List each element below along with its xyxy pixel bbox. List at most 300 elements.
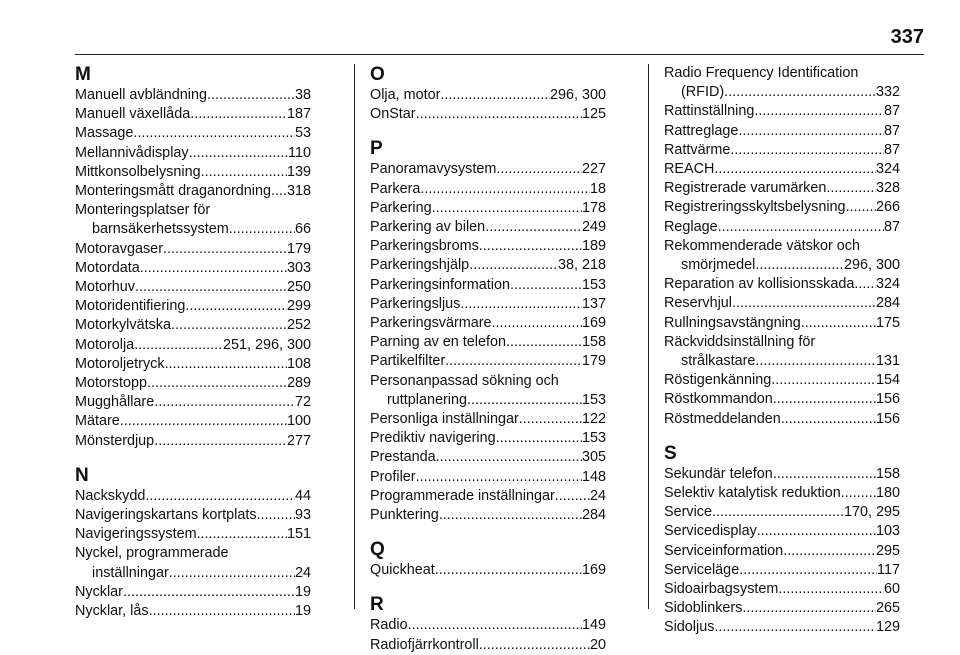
entry-text: Motorolja — [75, 336, 135, 353]
index-entry — [75, 583, 311, 602]
entry-text: Manuell växellåda — [75, 106, 191, 123]
dot-leader — [485, 218, 582, 237]
entry-pages: 158 — [581, 334, 606, 351]
entry-row — [664, 160, 900, 179]
entry-text: Motoridentifiering — [75, 298, 186, 315]
entry-pages: 19 — [294, 603, 311, 620]
entry-text: Röstkommandon — [664, 391, 773, 408]
index-entry — [664, 542, 900, 561]
entry-pages: 324 — [875, 161, 900, 178]
dot-leader — [145, 487, 295, 506]
dot-leader — [718, 218, 884, 237]
column-divider — [648, 64, 649, 609]
entry-text: Reglage — [664, 218, 718, 235]
entry-pages: 266 — [875, 199, 900, 216]
dot-leader — [439, 506, 582, 525]
entry-pages: 318 — [286, 183, 311, 200]
entry-text: Mellannivådisplay — [75, 144, 189, 161]
entry-row — [370, 506, 606, 525]
entry-text: Manuell avbländning — [75, 87, 208, 103]
section-letter: N — [75, 464, 89, 486]
entry-text: inställningar — [92, 564, 169, 581]
dot-leader — [229, 220, 295, 239]
dot-leader — [171, 316, 287, 335]
entry-pages: 180 — [875, 485, 900, 502]
entry-text: Navigeringskartans kortplats — [75, 507, 257, 524]
entry-row — [664, 256, 900, 275]
entry-heading: Monteringsplatser för — [75, 202, 211, 219]
index-entry — [664, 503, 900, 522]
section-gap — [370, 525, 606, 539]
index-entry — [664, 275, 900, 294]
entry-pages: 296, 300 — [843, 257, 900, 274]
dot-leader — [783, 542, 876, 561]
index-entry — [370, 616, 606, 635]
dot-leader — [730, 141, 884, 160]
entry-text: Parkeringsvärmare — [370, 315, 492, 332]
index-entry — [664, 599, 900, 618]
dot-leader — [771, 371, 876, 390]
dot-leader — [432, 199, 582, 218]
index-entry — [75, 144, 311, 163]
entry-pages: 251, 296, 300 — [222, 336, 311, 353]
entry-pages: 151 — [286, 526, 311, 543]
index-entry — [664, 198, 900, 217]
index-entry — [370, 160, 606, 179]
index-entry — [75, 259, 311, 278]
entry-pages: 125 — [581, 106, 606, 123]
entry-text: Mugghållare — [75, 394, 155, 411]
section-gap — [664, 429, 900, 443]
dot-leader — [479, 636, 590, 655]
entry-text: Partikelfilter — [370, 353, 446, 370]
index-entry — [370, 352, 606, 371]
index-entry — [664, 333, 900, 371]
index-entry — [370, 256, 606, 275]
entry-pages: 19 — [294, 583, 311, 600]
entry-pages: 284 — [875, 295, 900, 312]
entry-pages: 156 — [875, 391, 900, 408]
entry-text: Motorkylvätska — [75, 317, 171, 334]
entry-row — [75, 487, 311, 506]
entry-text: Nycklar — [75, 583, 123, 600]
entry-row — [75, 144, 311, 163]
dot-leader — [739, 561, 877, 580]
entry-row — [664, 83, 900, 102]
dot-leader — [854, 275, 876, 294]
entry-row — [664, 371, 900, 390]
entry-pages: 110 — [288, 144, 311, 161]
section-letter: P — [370, 138, 383, 160]
dot-leader — [712, 503, 844, 522]
entry-row — [370, 160, 606, 179]
index-entry — [664, 314, 900, 333]
dot-leader — [724, 83, 876, 102]
entry-row — [664, 580, 900, 599]
entry-text: Selektiv katalytisk reduktion — [664, 485, 841, 502]
entry-pages: 18 — [589, 180, 606, 197]
entry-pages: 284 — [581, 507, 606, 524]
entry-pages: 137 — [581, 295, 606, 312]
entry-pages: 169 — [581, 562, 606, 579]
entry-text: Rattinställning — [664, 103, 755, 120]
dot-leader — [149, 602, 295, 621]
entry-text: Personliga inställningar — [370, 411, 519, 428]
entry-pages: 303 — [286, 259, 311, 276]
index-entry — [75, 432, 311, 451]
entry-pages: 38, 218 — [557, 257, 606, 274]
entry-row — [370, 237, 606, 256]
dot-leader — [416, 468, 582, 487]
entry-text: Rattreglage — [664, 122, 739, 139]
entry-pages: 131 — [875, 353, 900, 370]
dot-leader — [492, 314, 582, 333]
section-letter: Q — [370, 539, 385, 561]
entry-text: Rattvärme — [664, 141, 731, 158]
index-entry — [664, 522, 900, 541]
entry-text: Prediktiv navigering — [370, 430, 496, 447]
entry-row — [664, 561, 900, 580]
dot-leader — [133, 124, 295, 143]
entry-row — [664, 294, 900, 313]
entry-pages: 108 — [286, 355, 311, 372]
section-gap — [75, 451, 311, 465]
entry-pages: 158 — [875, 465, 900, 482]
entry-text: Navigeringssystem — [75, 526, 197, 543]
entry-text: Mönsterdjup — [75, 432, 155, 449]
index-entry — [664, 484, 900, 503]
entry-row — [75, 240, 311, 259]
dot-leader — [420, 180, 590, 199]
dot-leader — [120, 412, 287, 431]
entry-row — [75, 374, 311, 393]
entry-pages: 24 — [589, 487, 606, 504]
entry-row — [664, 352, 900, 371]
dot-leader — [165, 355, 287, 374]
dot-leader — [510, 276, 582, 295]
entry-row — [664, 314, 900, 333]
index-entry — [370, 468, 606, 487]
dot-leader — [154, 432, 287, 451]
index-entry — [370, 636, 606, 655]
dot-leader — [781, 410, 876, 429]
entry-text: Radio — [370, 617, 408, 634]
entry-pages: 24 — [294, 564, 311, 581]
entry-text: barnsäkerhetssystem — [92, 221, 229, 238]
dot-leader — [154, 393, 295, 412]
entry-row — [664, 179, 900, 198]
entry-text: Motorhuv — [75, 279, 135, 296]
dot-leader — [135, 278, 287, 297]
index-entry — [75, 506, 311, 525]
entry-text: Punktering — [370, 507, 439, 524]
entry-pages: 87 — [883, 122, 900, 139]
dot-leader — [440, 86, 550, 105]
page-number: 337 — [890, 26, 924, 48]
entry-text: Motoroljetryck — [75, 355, 165, 372]
entry-text: Sidoblinkers — [664, 600, 743, 617]
dot-leader — [445, 352, 582, 371]
entry-pages: 179 — [581, 353, 606, 370]
dot-leader — [134, 336, 223, 355]
dot-leader — [207, 86, 295, 105]
index-entry — [75, 86, 311, 105]
dot-leader — [123, 583, 295, 602]
entry-text: Sidoljus — [664, 619, 715, 636]
entry-pages: 175 — [875, 314, 900, 331]
index-entry — [370, 86, 606, 105]
entry-row — [664, 465, 900, 484]
index-entry — [664, 102, 900, 121]
dot-leader — [163, 240, 287, 259]
entry-row — [664, 198, 900, 217]
section-letter: S — [664, 442, 677, 464]
entry-text: Parkering av bilen — [370, 219, 486, 236]
index-entry — [75, 124, 311, 143]
entry-text: Nycklar, lås — [75, 603, 149, 620]
section-gap — [370, 580, 606, 594]
column-divider — [354, 64, 355, 609]
index-entry — [75, 487, 311, 506]
index-entry — [370, 372, 606, 410]
entry-text: Motoravgaser — [75, 240, 163, 257]
entry-row — [370, 429, 606, 448]
index-entry — [75, 182, 311, 201]
entry-pages: 153 — [581, 391, 606, 408]
index-entry — [75, 355, 311, 374]
dot-leader — [846, 198, 876, 217]
index-entry — [370, 180, 606, 199]
entry-text: Serviceinformation — [664, 542, 784, 559]
section-letter: O — [370, 64, 385, 85]
dot-leader — [755, 256, 844, 275]
index-entry — [75, 393, 311, 412]
entry-text: Service — [664, 504, 712, 521]
index-entry — [75, 201, 311, 239]
index-entry — [75, 412, 311, 431]
entry-row — [75, 297, 311, 316]
entry-row — [370, 218, 606, 237]
entry-row — [370, 295, 606, 314]
index-entry — [370, 218, 606, 237]
entry-pages: 38 — [294, 87, 311, 103]
entry-pages: 187 — [286, 106, 311, 123]
entry-pages: 87 — [883, 141, 900, 158]
entry-text: Registrerade varumärken — [664, 180, 827, 197]
index-column-2 — [370, 64, 606, 655]
index-entry — [370, 333, 606, 352]
dot-leader — [496, 160, 582, 179]
entry-row — [370, 180, 606, 199]
entry-row — [75, 412, 311, 431]
dot-leader — [460, 295, 582, 314]
entry-heading: Rekommenderade vätskor och — [664, 237, 860, 254]
entry-row — [370, 487, 606, 506]
index-entry — [75, 240, 311, 259]
entry-text: Programmerade inställningar — [370, 487, 555, 504]
index-entry — [664, 218, 900, 237]
dot-leader — [185, 297, 287, 316]
entry-row — [664, 410, 900, 429]
entry-row — [75, 182, 311, 201]
index-entry — [75, 544, 311, 582]
entry-row — [370, 199, 606, 218]
dot-leader — [467, 391, 582, 410]
entry-text: Olja, motor — [370, 87, 441, 103]
entry-text: REACH — [664, 161, 715, 178]
entry-row — [75, 86, 311, 105]
index-entry — [664, 371, 900, 390]
index-entry — [370, 276, 606, 295]
index-entry — [664, 179, 900, 198]
entry-pages: 156 — [875, 410, 900, 427]
dot-leader — [257, 506, 295, 525]
entry-row — [370, 105, 606, 124]
entry-text: Parkera — [370, 180, 421, 197]
dot-leader — [714, 160, 876, 179]
entry-text: Röstmeddelanden — [664, 410, 781, 427]
entry-pages: 296, 300 — [549, 87, 606, 103]
entry-pages: 324 — [875, 276, 900, 293]
entry-pages: 44 — [294, 487, 311, 504]
entry-text: Mätare — [75, 413, 120, 430]
entry-row — [664, 522, 900, 541]
entry-pages: 20 — [589, 636, 606, 653]
entry-row — [664, 599, 900, 618]
entry-row — [75, 393, 311, 412]
dot-leader — [732, 294, 876, 313]
entry-row — [75, 278, 311, 297]
entry-row — [370, 561, 606, 580]
entry-pages: 178 — [581, 199, 606, 216]
entry-row — [75, 506, 311, 525]
entry-row — [370, 410, 606, 429]
entry-heading: Radio Frequency Identification — [664, 65, 859, 81]
index-column-1 — [75, 64, 311, 621]
entry-text: Parning av en telefon — [370, 334, 507, 351]
dot-leader — [496, 429, 582, 448]
entry-text: ruttplanering — [387, 391, 467, 408]
entry-pages: 249 — [581, 219, 606, 236]
index-entry — [370, 105, 606, 124]
dot-leader — [773, 465, 876, 484]
dot-leader — [201, 163, 287, 182]
index-entry — [75, 297, 311, 316]
dot-leader — [408, 616, 582, 635]
entry-text: Prestanda — [370, 449, 436, 466]
dot-leader — [773, 390, 876, 409]
index-entry — [75, 105, 311, 124]
section-gap — [370, 124, 606, 138]
dot-leader — [738, 122, 884, 141]
entry-text: Massage — [75, 125, 134, 142]
entry-row — [370, 636, 606, 655]
entry-row — [370, 276, 606, 295]
entry-text: Sidoairbagsystem — [664, 581, 779, 598]
index-entry — [75, 602, 311, 621]
entry-text: Nackskydd — [75, 487, 146, 504]
entry-pages: 299 — [286, 298, 311, 315]
entry-text: (RFID) — [681, 84, 725, 101]
entry-row — [664, 218, 900, 237]
dot-leader — [189, 144, 288, 163]
dot-leader — [826, 179, 876, 198]
dot-leader — [416, 105, 582, 124]
dot-leader — [778, 580, 884, 599]
index-entry — [370, 448, 606, 467]
entry-row — [370, 86, 606, 105]
entry-row — [75, 105, 311, 124]
entry-row — [370, 448, 606, 467]
entry-pages: 289 — [286, 375, 311, 392]
entry-text: Serviceläge — [664, 561, 740, 578]
dot-leader — [506, 333, 582, 352]
entry-pages: 129 — [875, 619, 900, 636]
entry-row — [370, 352, 606, 371]
dot-leader — [757, 522, 876, 541]
index-entry — [370, 410, 606, 429]
entry-row — [664, 542, 900, 561]
index-entry — [664, 561, 900, 580]
index-entry — [75, 163, 311, 182]
entry-pages: 153 — [581, 430, 606, 447]
index-entry — [370, 295, 606, 314]
entry-pages: 305 — [581, 449, 606, 466]
entry-text: strålkastare — [681, 353, 756, 370]
entry-row — [664, 618, 900, 637]
entry-row — [75, 525, 311, 544]
entry-pages: 149 — [581, 617, 606, 634]
index-entry — [664, 410, 900, 429]
entry-pages: 117 — [877, 561, 900, 578]
entry-pages: 169 — [581, 315, 606, 332]
index-entry — [664, 160, 900, 179]
entry-text: Monteringsmått draganordning — [75, 183, 271, 200]
entry-text: Reparation av kollisionsskada — [664, 276, 855, 293]
entry-row — [75, 432, 311, 451]
entry-row — [664, 503, 900, 522]
dot-leader — [754, 102, 884, 121]
entry-pages: 170, 295 — [843, 504, 900, 521]
entry-text: Registreringsskyltsbelysning — [664, 199, 846, 216]
dot-leader — [555, 487, 590, 506]
entry-pages: 295 — [875, 542, 900, 559]
entry-row — [75, 259, 311, 278]
dot-leader — [271, 182, 287, 201]
entry-pages: 153 — [581, 276, 606, 293]
entry-text: Parkeringsljus — [370, 295, 461, 312]
index-entry — [370, 506, 606, 525]
dot-leader — [435, 561, 582, 580]
entry-heading: Personanpassad sökning och — [370, 372, 559, 389]
index-entry — [664, 237, 900, 275]
dot-leader — [479, 237, 582, 256]
entry-pages: 227 — [581, 161, 606, 178]
entry-pages: 60 — [883, 581, 900, 598]
entry-text: Parkeringsinformation — [370, 276, 510, 293]
entry-text: Parkeringshjälp — [370, 257, 470, 274]
entry-text: OnStar — [370, 106, 416, 123]
index-entry — [664, 64, 900, 102]
entry-row — [370, 333, 606, 352]
section-letter: M — [75, 64, 91, 85]
entry-pages: 93 — [294, 507, 311, 524]
index-entry — [370, 429, 606, 448]
entry-text: Röstigenkänning — [664, 372, 772, 389]
dot-leader — [469, 256, 558, 275]
entry-pages: 154 — [875, 372, 900, 389]
index-entry — [75, 316, 311, 335]
